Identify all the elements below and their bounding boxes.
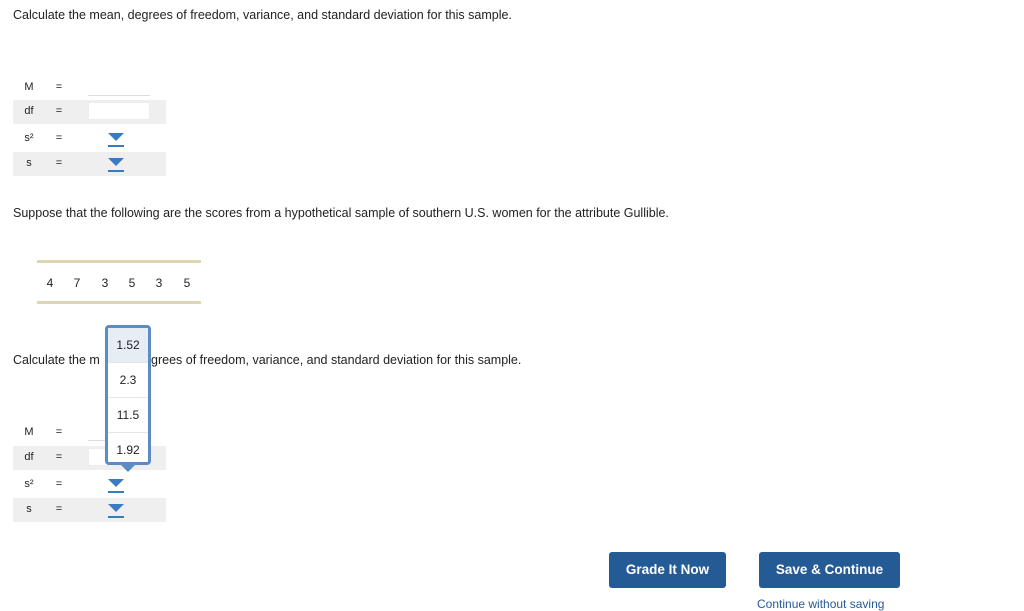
popup-pointer — [121, 465, 135, 472]
score-value: 4 — [46, 276, 54, 290]
df-label: df — [24, 451, 34, 463]
equals-sign: = — [55, 81, 63, 93]
dropdown-option[interactable]: 11.5 — [108, 398, 148, 433]
dropdown-underline — [108, 516, 124, 518]
dropdown-underline — [108, 145, 124, 147]
variance-label: s² — [24, 132, 34, 144]
equals-sign: = — [55, 132, 63, 144]
sd-dropdown[interactable] — [105, 156, 127, 173]
variance-dropdown[interactable] — [105, 131, 127, 148]
save-continue-button[interactable]: Save & Continue — [759, 552, 900, 588]
dropdown-option[interactable]: 2.3 — [108, 363, 148, 398]
row-variance — [13, 127, 166, 151]
scenario-text: Suppose that the following are the scores from a hypothetical sample of southern U.S. women for the attribute Gullible. — [13, 206, 669, 220]
equals-sign: = — [55, 426, 63, 438]
mean-input[interactable] — [88, 78, 150, 96]
instruction-bottom-right: grees of freedom, variance, and standard deviation for this sample. — [151, 353, 522, 367]
variance-dropdown[interactable] — [105, 477, 127, 494]
sd-label: s — [26, 503, 32, 515]
dropdown-underline — [108, 491, 124, 493]
sd-dropdown[interactable] — [105, 502, 127, 519]
mean-label: M — [24, 81, 34, 93]
dropdown-underline — [108, 170, 124, 172]
df-input[interactable] — [88, 102, 150, 120]
score-value: 7 — [73, 276, 81, 290]
instruction-bottom-left: Calculate the m — [13, 353, 100, 367]
row-mean — [13, 76, 166, 100]
chevron-down-icon — [108, 158, 124, 166]
score-value: 5 — [128, 276, 136, 290]
scores-top-rule — [37, 260, 201, 263]
equals-sign: = — [55, 478, 63, 490]
dropdown-option[interactable]: 1.52 — [108, 328, 148, 363]
variance-label: s² — [24, 478, 34, 490]
score-value: 5 — [183, 276, 191, 290]
row-df — [13, 100, 166, 124]
chevron-down-icon — [108, 133, 124, 141]
equals-sign: = — [55, 451, 63, 463]
dropdown-popup — [105, 325, 151, 465]
grade-it-now-button[interactable]: Grade It Now — [609, 552, 726, 588]
sd-label: s — [26, 157, 32, 169]
scores-bottom-rule — [37, 301, 201, 304]
score-value: 3 — [101, 276, 109, 290]
mean-label: M — [24, 426, 34, 438]
df-label: df — [24, 105, 34, 117]
dropdown-option[interactable]: 1.92 — [116, 443, 140, 457]
equals-sign: = — [55, 157, 63, 169]
instruction-top: Calculate the mean, degrees of freedom, variance, and standard deviation for this sample. — [13, 8, 512, 22]
chevron-down-icon — [108, 504, 124, 512]
equals-sign: = — [55, 105, 63, 117]
row-sd — [13, 152, 166, 176]
row-sd — [13, 498, 166, 522]
row-variance — [13, 473, 166, 497]
continue-without-saving-link[interactable]: Continue without saving — [757, 597, 885, 611]
score-value: 3 — [155, 276, 163, 290]
chevron-down-icon — [108, 479, 124, 487]
equals-sign: = — [55, 503, 63, 515]
